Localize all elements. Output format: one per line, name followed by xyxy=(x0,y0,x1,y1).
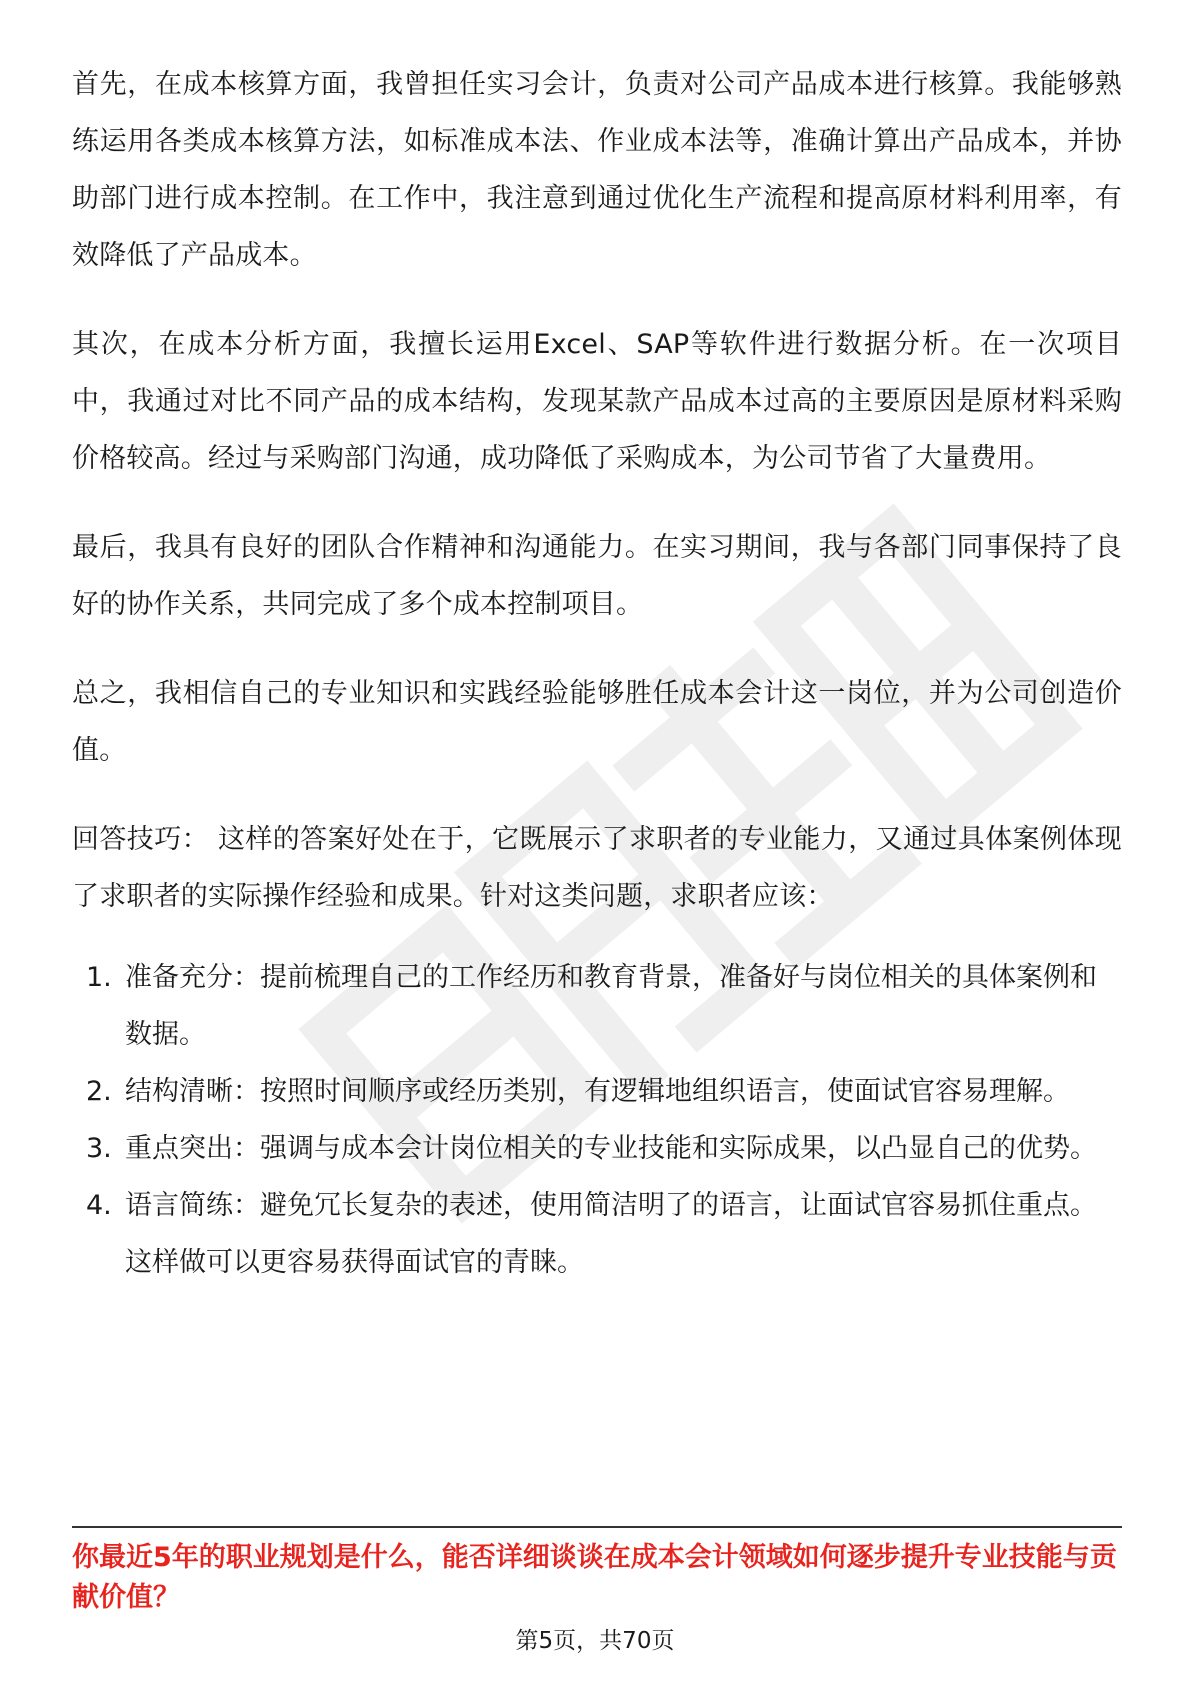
list-item xyxy=(72,949,1122,1063)
page-footer: 第5页，共70页 xyxy=(515,1628,675,1654)
list-item-number: 3. xyxy=(86,1133,112,1164)
list-item-text: 准备充分：提前梳理自己的工作经历和教育背景，准备好与岗位相关的具体案例和数据。 xyxy=(125,962,1097,1050)
list-item-text: 重点突出：强调与成本会计岗位相关的专业技能和实际成果，以凸显自己的优势。 xyxy=(125,1133,1097,1164)
list-item xyxy=(72,1063,1122,1120)
list-item-text: 结构清晰：按照时间顺序或经历类别，有逻辑地组织语言，使面试官容易理解。 xyxy=(125,1076,1070,1107)
list-item-text: 语言简练：避免冗长复杂的表述，使用简洁明了的语言，让面试官容易抓住重点。这样做可以更容易获得面试官的青睐。 xyxy=(125,1190,1097,1278)
paragraph-conclusion: 总之，我相信自己的专业知识和实践经验能够胜任成本会计这一岗位，并为公司创造价值。 xyxy=(72,678,1122,766)
tips-list xyxy=(72,949,1122,1291)
list-item-number: 2. xyxy=(86,1076,112,1107)
paragraph-cost-analysis: 其次，在成本分析方面，我擅长运用Excel、SAP等软件进行数据分析。在一次项目中，我通过对比不同产品的成本结构，发现某款产品成本过高的主要原因是原材料采购价格较高。经过与采购部门沟通，成功降低了采购成本，为公司节省了大量费用。 xyxy=(72,329,1122,474)
list-item xyxy=(72,1120,1122,1177)
paragraph-answer-tips: 回答技巧： 这样的答案好处在于，它既展示了求职者的专业能力，又通过具体案例体现了求职者的实际操作经验和成果。针对这类问题，求职者应该： xyxy=(72,824,1122,912)
paragraph-cost-accounting: 首先，在成本核算方面，我曾担任实习会计，负责对公司产品成本进行核算。我能够熟练运用各类成本核算方法，如标准成本法、作业成本法等，准确计算出产品成本，并协助部门进行成本控制。在工作中，我注意到通过优化生产流程和提高原材料利用率，有效降低了产品成本。 xyxy=(72,69,1122,271)
section-divider xyxy=(72,1526,1122,1528)
list-item-number: 4. xyxy=(86,1190,112,1221)
list-item xyxy=(72,1177,1122,1291)
paragraph-teamwork: 最后，我具有良好的团队合作精神和沟通能力。在实习期间，我与各部门同事保持了良好的协作关系，共同完成了多个成本控制项目。 xyxy=(72,532,1122,620)
next-question-heading: 你最近5年的职业规划是什么，能否详细谈谈在成本会计领域如何逐步提升专业技能与贡献价值？ xyxy=(72,1542,1117,1613)
document-body xyxy=(72,56,1122,1291)
list-item-number: 1. xyxy=(86,962,112,993)
